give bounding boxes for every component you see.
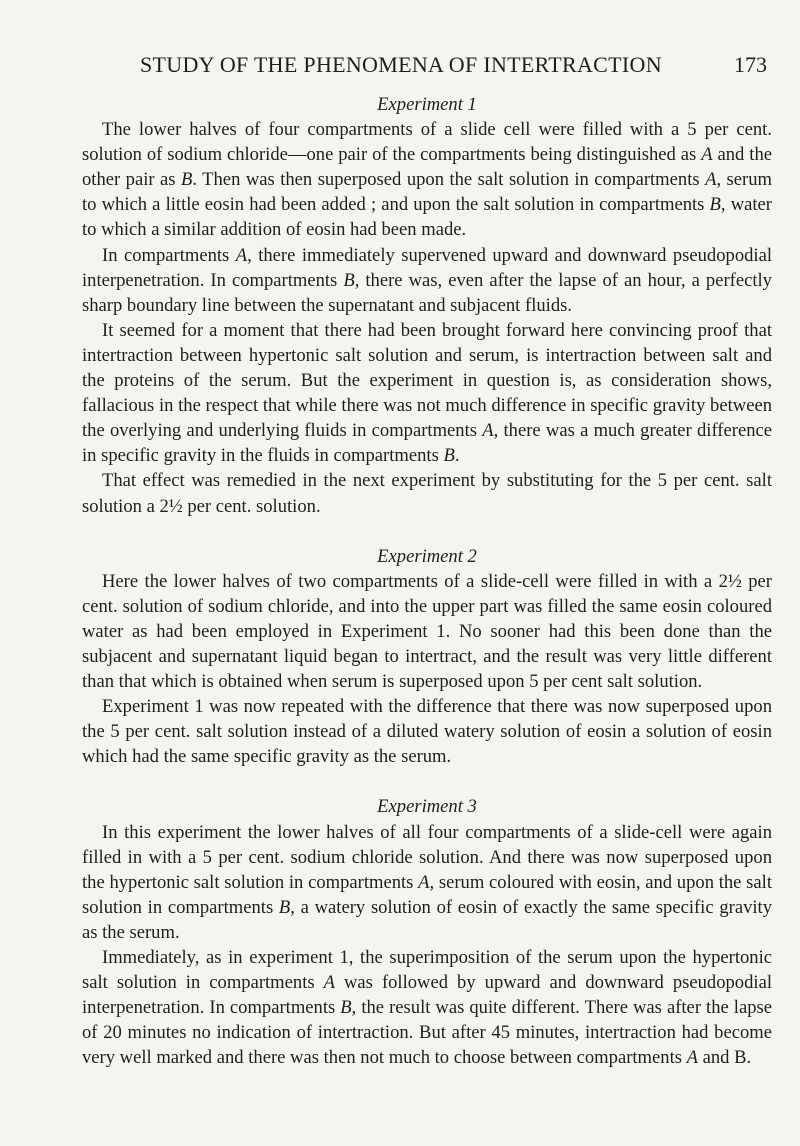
experiment-1-paragraph-2: In compartments A, there immediately supervened upward and downward pseudopodial interpenetration. In compartments B, there was, even after the lapse of an hour, a perfectly sharp boundary line between the supernatant and subjacent fluids. <box>82 244 772 316</box>
experiment-1-paragraph-1: The lower halves of four compartments of a slide cell were filled with a 5 per cent. solution of sodium chloride—one pair of the compartments being distinguished as A and the other pair as B. Then was then superposed upon the salt solution in compartments A, serum to which a little eosin had been added ; and upon the salt solution in compartments B, water to which a similar addition of eosin had been made. <box>82 119 773 241</box>
experiment-1-paragraph-3: It seemed for a moment that there had been brought forward here convincing proof that intertraction between hypertonic salt solution and serum, is intertraction between salt and the proteins of the serum. But the experiment in question is, as consideration shows, fallacious in the respect that while there was not much difference in specific gravity between the overlying and underlying fluids in compartments A, there was a much greater difference in specific gravity in the fluids in compartments B. <box>82 319 773 467</box>
experiment-2-paragraph-2: Experiment 1 was now repeated with the difference that there was now superposed upon the 5 per cent. salt solution instead of a diluted watery solution of eosin a solution of eosin which had the same specific gravity as the serum. <box>82 696 772 768</box>
experiment-2-paragraph-1: Here the lower halves of two compartments of a slide-cell were filled in with a 2½ per cent. solution of sodium chloride, and into the upper part was filled the same eosin coloured water as had been employed in Experiment 1. No sooner had this been done than the subjacent and supernatant liquid began to intertract, and the result was very little different than that which is obtained when serum is superposed upon 5 per cent salt solution. <box>82 570 772 693</box>
running-title: STUDY OF THE PHENOMENA OF INTERTRACTION <box>140 52 662 77</box>
body-text <box>82 92 772 1070</box>
page-number: 173 <box>734 52 767 77</box>
experiment-3-paragraph-2: Immediately, as in experiment 1, the superimposition of the serum upon the hypertonic salt solution in compartments A was followed by upward and downward pseudopodial interpenetration. In compartments B, the result was quite different. There was after the lapse of 20 minutes no indication of intertraction. But after 45 minutes, intertraction had become very well marked and there was then not much to choose between compartments A and B. <box>82 947 772 1069</box>
experiment-1-heading: Experiment 1 <box>377 94 477 115</box>
experiment-3-paragraph-1: In this experiment the lower halves of all four compartments of a slide-cell were again filled in with a 5 per cent. sodium chloride solution. And there was now superposed upon the hypertonic salt solution in compartments A, serum coloured with eosin, and upon the salt solution in compartments B, a watery solution of eosin of exactly the same specific gravity as the serum. <box>82 821 772 943</box>
experiment-1-paragraph-4: That effect was remedied in the next experiment by substituting for the 5 per cent. salt solution a 2½ per cent. solution. <box>82 470 772 517</box>
experiment-2-heading: Experiment 2 <box>377 545 477 567</box>
experiment-3-heading: Experiment 3 <box>377 796 477 818</box>
